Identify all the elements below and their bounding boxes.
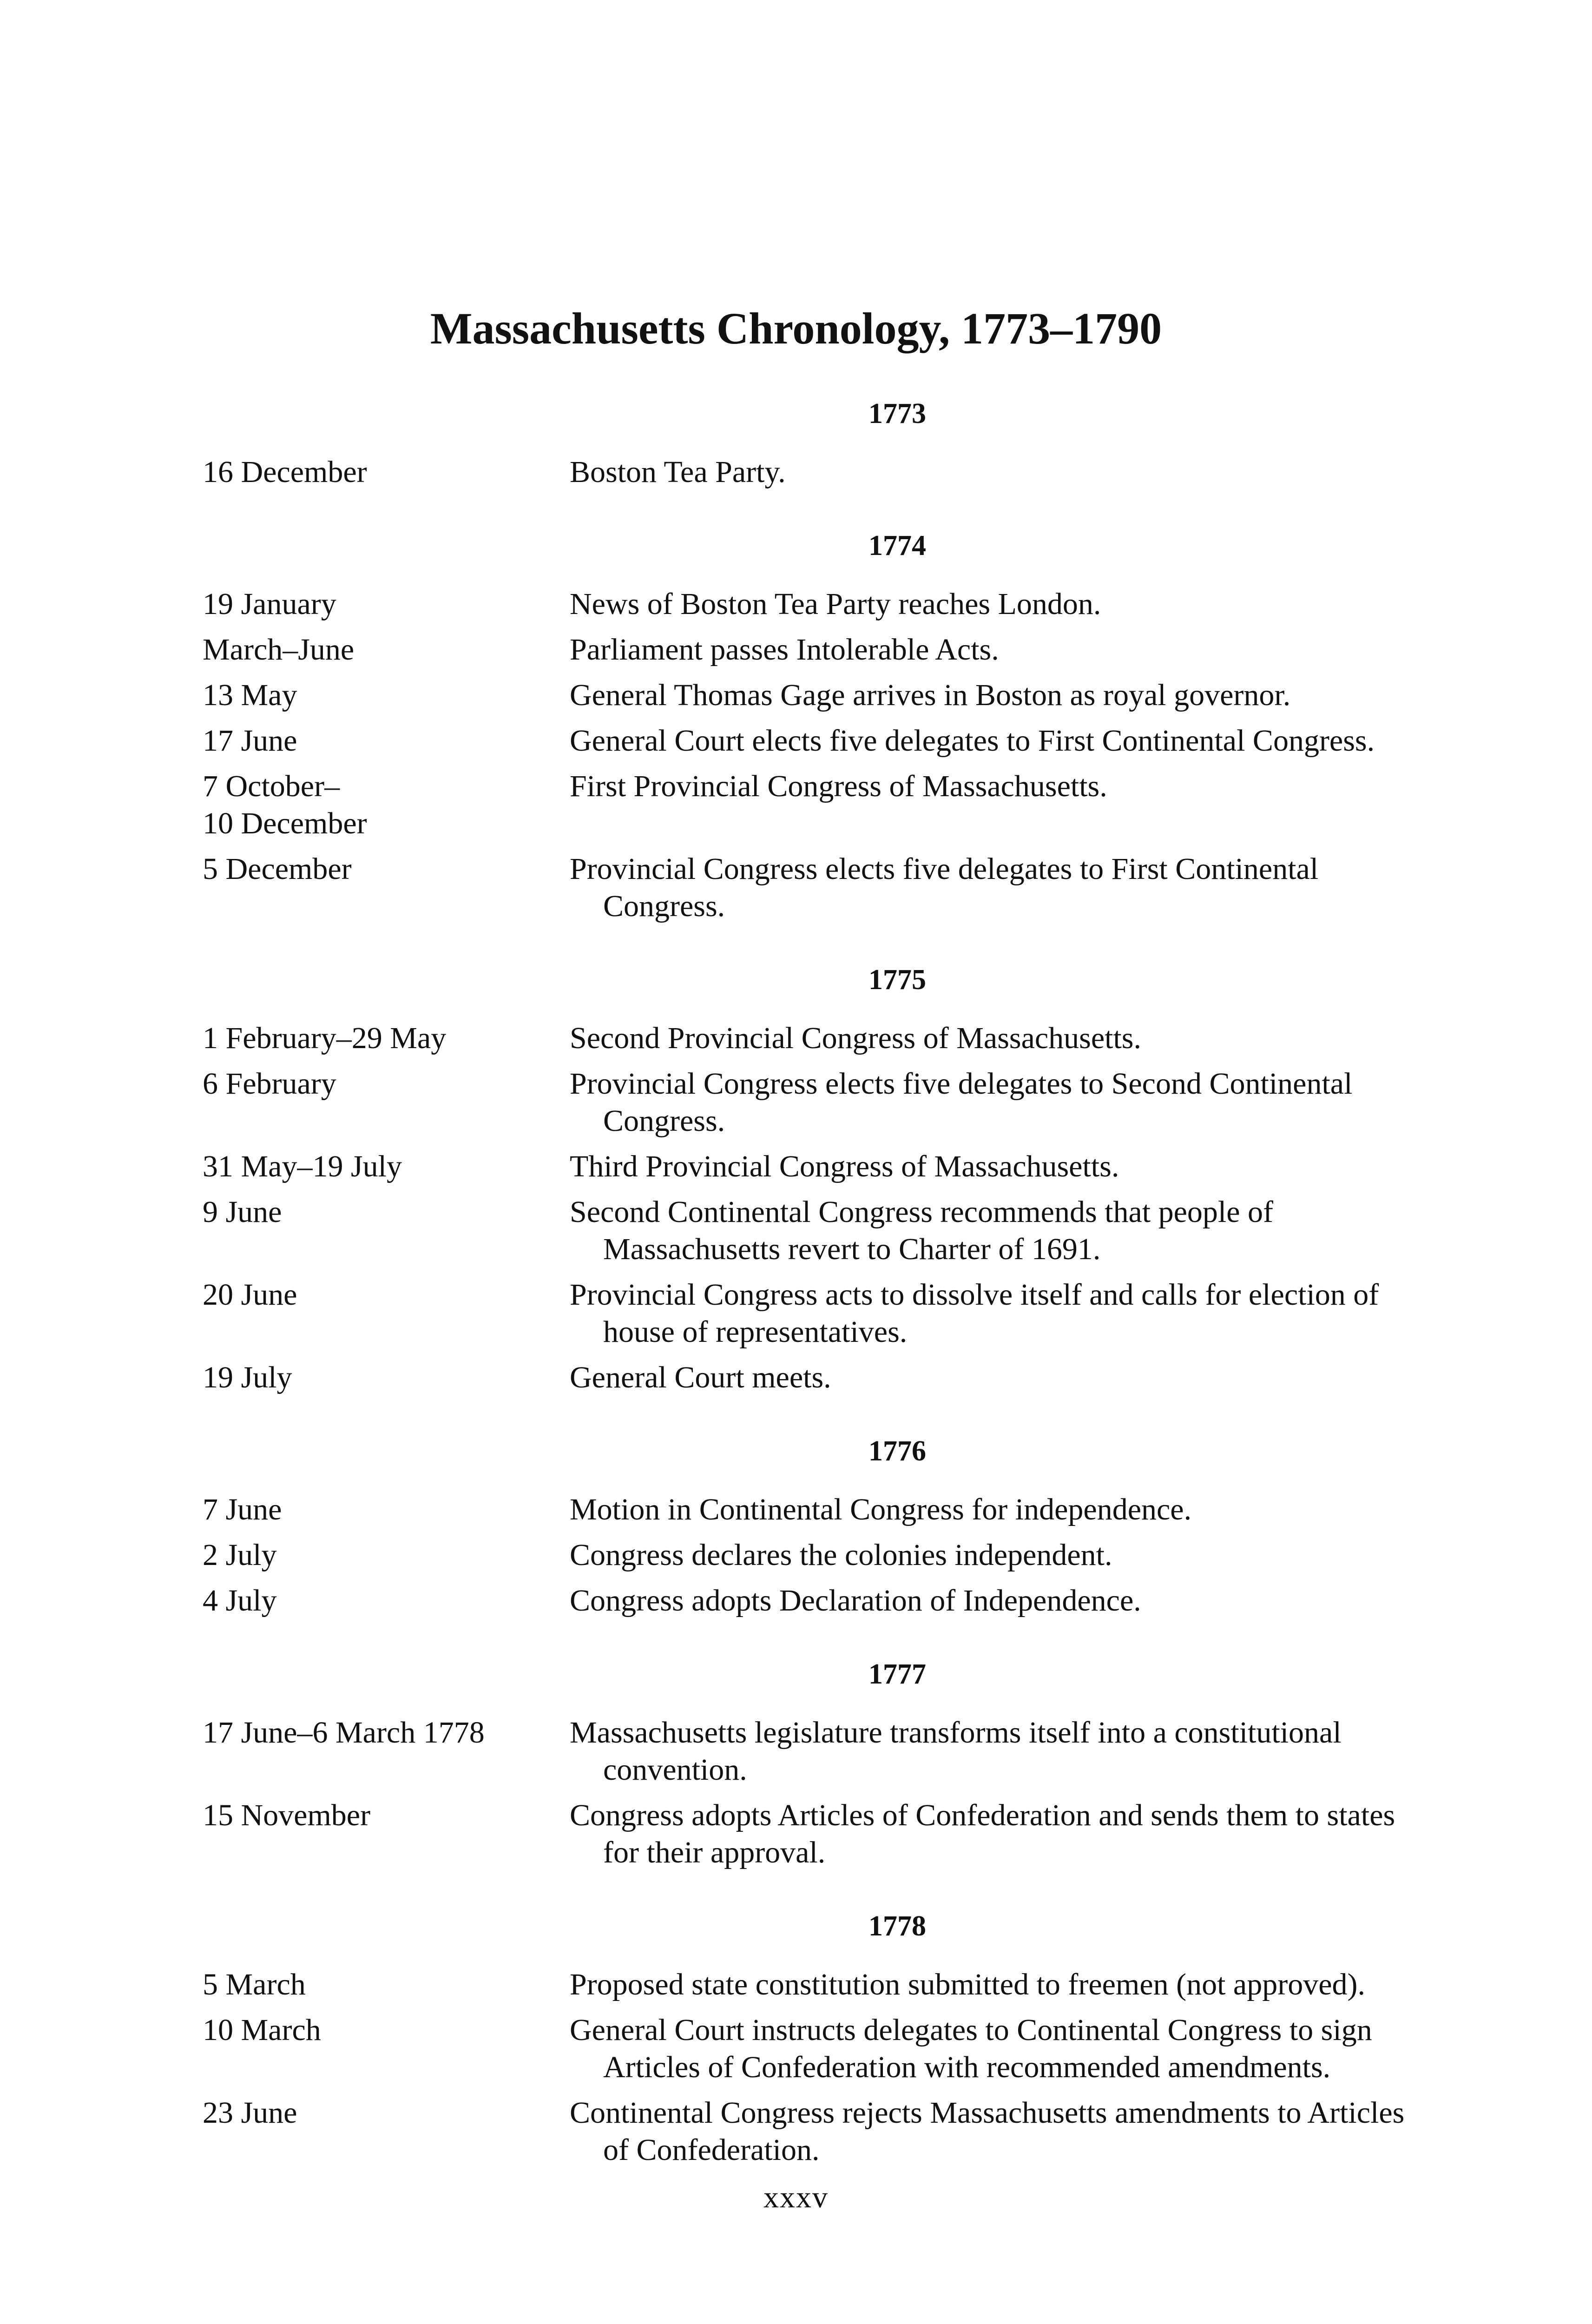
chronology-entry	[203, 1537, 1429, 1574]
year-heading: 1778	[868, 1910, 926, 1942]
entry-text: General Court instructs delegates to Continental Congress to sign Articles of Confederation with recommended amendments.	[570, 2013, 1372, 2084]
entry-date: 16 December	[203, 455, 367, 489]
year-heading: 1773	[868, 398, 926, 429]
chronology-entry	[203, 1065, 1429, 1140]
chronology-entry	[203, 1797, 1429, 1871]
entry-date: 10 March	[203, 2013, 321, 2047]
entry-text: Continental Congress rejects Massachusetts amendments to Articles of Confederation.	[570, 2096, 1405, 2167]
entry-date: 20 June	[203, 1278, 297, 1312]
entry-date: 7 October– 10 December	[203, 769, 367, 840]
entry-date: 9 June	[203, 1195, 282, 1229]
page-number: xxxv	[763, 2180, 829, 2214]
entry-date: 7 June	[203, 1492, 282, 1526]
chronology-entry	[203, 768, 1429, 842]
chronology-entry	[203, 1194, 1429, 1268]
entry-text: Provincial Congress acts to dissolve itself and calls for election of house of representatives.	[570, 1278, 1379, 1349]
year-section	[203, 1908, 1429, 2169]
entry-date: 2 July	[203, 1538, 277, 1572]
entry-date: 15 November	[203, 1798, 371, 1832]
year-section	[203, 527, 1429, 925]
page-title: Massachusetts Chronology, 1773–1790	[430, 304, 1162, 354]
chronology-entry	[203, 677, 1429, 714]
entry-date: 5 December	[203, 852, 352, 886]
entry-date: 6 February	[203, 1067, 336, 1101]
chronology-entry	[203, 1148, 1429, 1185]
entry-date: 1 February–29 May	[203, 1021, 447, 1055]
entry-date: 31 May–19 July	[203, 1149, 402, 1183]
entry-date: 19 July	[203, 1360, 292, 1394]
entry-date: 23 June	[203, 2096, 297, 2130]
year-section	[203, 961, 1429, 1396]
chronology-entry	[203, 1020, 1429, 1057]
entry-text: First Provincial Congress of Massachusetts.	[570, 769, 1107, 803]
year-heading: 1775	[868, 964, 926, 996]
entry-text: News of Boston Tea Party reaches London.	[570, 587, 1101, 621]
entry-text: Second Provincial Congress of Massachusetts.	[570, 1021, 1141, 1055]
chronology-timeline	[203, 395, 1429, 2169]
chronology-entry	[203, 1491, 1429, 1528]
entry-date: 4 July	[203, 1584, 277, 1618]
chronology-entry	[203, 454, 1429, 491]
entry-text: Proposed state constitution submitted to freemen (not approved).	[570, 1967, 1365, 2001]
year-heading: 1777	[868, 1658, 926, 1690]
entry-text: Provincial Congress elects five delegates to First Continental Congress.	[570, 852, 1319, 923]
entry-text: General Thomas Gage arrives in Boston as royal governor.	[570, 678, 1291, 712]
entry-date: 17 June	[203, 724, 297, 758]
entry-text: Motion in Continental Congress for independence.	[570, 1492, 1192, 1526]
chronology-entry	[203, 1359, 1429, 1396]
entry-text: Boston Tea Party.	[570, 455, 786, 489]
entry-text: Congress adopts Declaration of Independence.	[570, 1584, 1141, 1618]
entry-text: Congress adopts Articles of Confederation and sends them to states for their approval.	[570, 1798, 1395, 1869]
year-heading: 1776	[868, 1435, 926, 1467]
entry-date: 19 January	[203, 587, 336, 621]
chronology-entry	[203, 851, 1429, 925]
year-section	[203, 1656, 1429, 1871]
entry-text: Congress declares the colonies independent.	[570, 1538, 1112, 1572]
chronology-entry	[203, 1714, 1429, 1789]
entry-date: 17 June–6 March 1778	[203, 1716, 485, 1750]
year-heading: 1774	[868, 530, 926, 561]
chronology-entry	[203, 2094, 1429, 2169]
chronology-entry	[203, 631, 1429, 668]
entry-text: General Court elects five delegates to First Continental Congress.	[570, 724, 1375, 758]
year-section	[203, 1433, 1429, 1619]
entry-text: Provincial Congress elects five delegates to Second Continental Congress.	[570, 1067, 1353, 1138]
chronology-entry	[203, 1582, 1429, 1619]
entry-text: Parliament passes Intolerable Acts.	[570, 633, 999, 667]
entry-date: 5 March	[203, 1967, 306, 2001]
year-section	[203, 395, 1429, 491]
entry-text: Second Continental Congress recommends that people of Massachusetts revert to Charter of 1691.	[570, 1195, 1274, 1266]
entry-date: March–June	[203, 633, 355, 667]
entry-text: General Court meets.	[570, 1360, 831, 1394]
entry-text: Third Provincial Congress of Massachusetts.	[570, 1149, 1119, 1183]
chronology-entry	[203, 1966, 1429, 2003]
entry-text: Massachusetts legislature transforms itself into a constitutional convention.	[570, 1716, 1342, 1787]
entry-date: 13 May	[203, 678, 297, 712]
chronology-entry	[203, 2012, 1429, 2086]
chronology-entry	[203, 586, 1429, 623]
chronology-entry	[203, 1276, 1429, 1351]
chronology-entry	[203, 722, 1429, 759]
